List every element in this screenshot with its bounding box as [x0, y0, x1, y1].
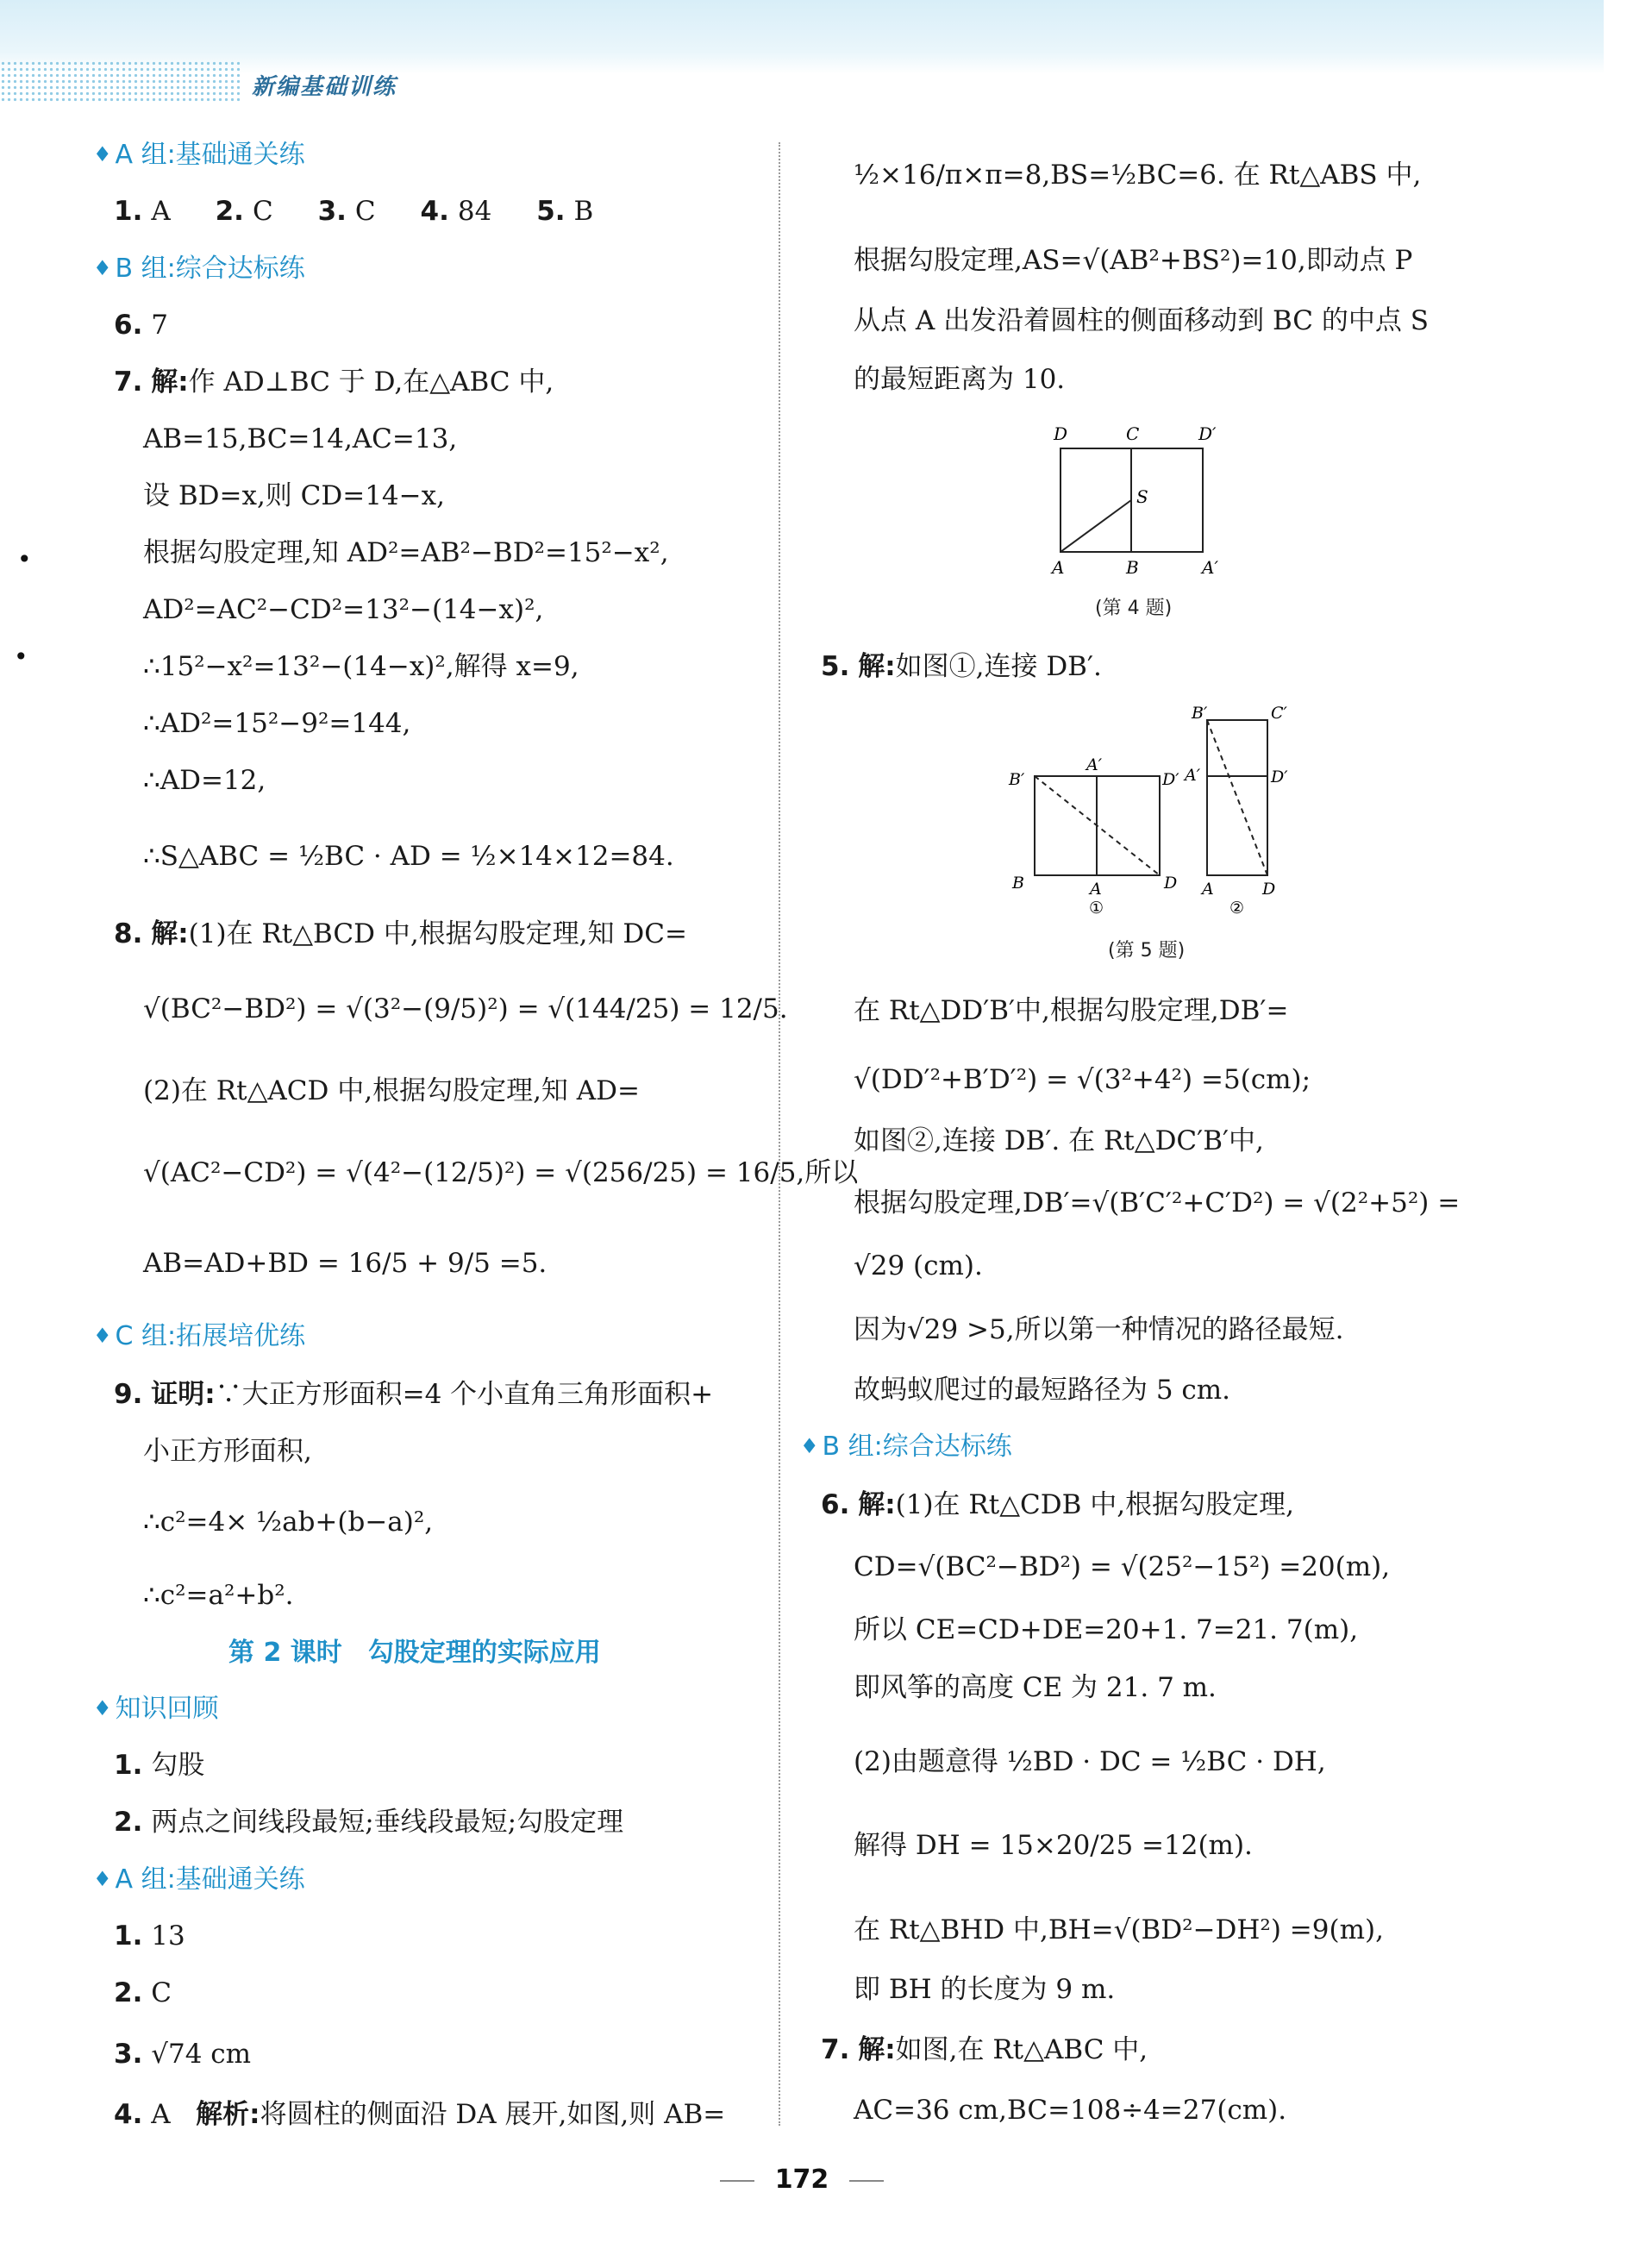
question-6-line-6: 解得 DH = 15×20/25 =12(m).	[854, 1830, 1253, 1861]
fig5-label: B′	[1192, 704, 1208, 723]
fig5-label: A	[1090, 880, 1102, 899]
question-7-line-6: ∴15²−x²=13²−(14−x)²,解得 x=9,	[143, 651, 579, 682]
fig4-label: D′	[1198, 423, 1217, 444]
figure-5	[1000, 703, 1288, 918]
question-7-line-4: 根据勾股定理,知 AD²=AB²−BD²=15²−x²,	[143, 537, 669, 568]
margin-mark: •	[17, 545, 32, 573]
question-7-line-9: ∴S△ABC = ½BC · AD = ½×14×12=84.	[143, 841, 674, 872]
q5-line-7: 因为√29 >5,所以第一种情况的路径最短.	[854, 1314, 1344, 1345]
page-number-dash	[849, 2180, 884, 2182]
a2-item-3: 3. √74 cm	[114, 2039, 252, 2070]
figure-5-caption: (第 5 题)	[1108, 940, 1186, 962]
q4-cont-line-4: 的最短距离为 10.	[854, 364, 1066, 395]
question-6-line-7: 在 Rt△BHD 中,BH=√(BD²−DH²) =9(m),	[854, 1914, 1384, 1945]
fig5-label: ②	[1229, 899, 1245, 918]
fig5-label: ①	[1089, 899, 1104, 918]
diamond-icon: ♦	[93, 1324, 112, 1348]
question-7-line-7: ∴AD²=15²−9²=144,	[143, 708, 411, 739]
question-7-right-line-2: AC=36 cm,BC=108÷4=27(cm).	[854, 2095, 1287, 2126]
q5-line-8: 故蚂蚁爬过的最短路径为 5 cm.	[854, 1375, 1231, 1406]
fig5-label: B′	[1009, 770, 1025, 789]
question-7-line-1: 7. 解:作 AD⊥BC 于 D,在△ABC 中,	[114, 367, 554, 398]
header-title: 新编基础训练	[252, 74, 397, 100]
question-8-line-5: AB=AD+BD = 16/5 + 9/5 =5.	[143, 1248, 547, 1279]
question-6: 6. 7	[114, 310, 168, 341]
question-6-line-2: CD=√(BC²−BD²) = √(25²−15²) =20(m),	[854, 1551, 1391, 1582]
fig5-label: A′	[1185, 766, 1201, 785]
question-7-line-8: ∴AD=12,	[143, 765, 266, 796]
figure-5b-rect	[1207, 720, 1267, 875]
question-8-line-2: √(BC²−BD²) = √(3²−(9/5)²) = √(144/25) = 12/5.	[143, 993, 788, 1024]
question-9-line-1: 9. 证明:∵大正方形面积=4 个小直角三角形面积+	[114, 1379, 714, 1410]
question-7-line-2: AB=15,BC=14,AC=13,	[143, 423, 458, 454]
fig4-label: S	[1136, 486, 1148, 507]
question-9-line-4: ∴c²=a²+b².	[143, 1580, 294, 1611]
a2-item-4: 4. A 解析:将圆柱的侧面沿 DA 展开,如图,则 AB=	[114, 2099, 726, 2130]
fig5-label: D′	[1271, 767, 1288, 786]
fig5-label: D	[1262, 880, 1276, 899]
section-heading-c: ♦ C 组:拓展培优练	[93, 1321, 306, 1351]
fig5-label: A	[1202, 880, 1214, 899]
page-number-dash	[720, 2180, 754, 2182]
q4-cont-line-3: 从点 A 出发沿着圆柱的侧面移动到 BC 的中点 S	[854, 305, 1429, 336]
review-item-2: 2. 两点之间线段最短;垂线段最短;勾股定理	[114, 1807, 624, 1838]
figure-4-caption: (第 4 题)	[1095, 598, 1173, 619]
fig4-label: A	[1052, 557, 1065, 578]
question-6-line-1: 6. 解:(1)在 Rt△CDB 中,根据勾股定理,	[821, 1489, 1294, 1520]
question-5-line-1: 5. 解:如图①,连接 DB′.	[821, 651, 1102, 682]
q5-line-6: √29 (cm).	[854, 1250, 983, 1281]
q5-line-4: 如图②,连接 DB′. 在 Rt△DC′B′中,	[854, 1125, 1264, 1156]
diamond-icon: ♦	[93, 1696, 112, 1720]
q5-line-3: √(DD′²+B′D′²) = √(3²+4²) =5(cm);	[854, 1064, 1311, 1095]
fig5-label: D′	[1162, 770, 1179, 789]
fig5-label: A′	[1086, 755, 1103, 774]
answer-row-a: 1. A 2. C 3. C 4. 84 5. B	[114, 196, 594, 227]
question-6-line-4: 即风筝的高度 CE 为 21. 7 m.	[854, 1672, 1217, 1703]
fig5-label: B	[1012, 874, 1024, 893]
fig4-label: D	[1054, 423, 1068, 444]
q5-line-2: 在 Rt△DD′B′中,根据勾股定理,DB′=	[854, 995, 1289, 1026]
question-7-right-line-1: 7. 解:如图,在 Rt△ABC 中,	[821, 2034, 1148, 2065]
figure-4	[1043, 418, 1216, 591]
question-7-line-3: 设 BD=x,则 CD=14−x,	[143, 480, 445, 511]
question-9-line-3: ∴c²=4× ½ab+(b−a)²,	[143, 1507, 434, 1538]
section-heading-b-right: ♦ B 组:综合达标练	[800, 1432, 1012, 1462]
review-item-1: 1. 勾股	[114, 1750, 205, 1781]
section-heading-b: ♦ B 组:综合达标练	[93, 254, 305, 284]
question-6-line-5: (2)由题意得 ½BD · DC = ½BC · DH,	[854, 1746, 1326, 1777]
q4-cont-line-1: ½×16/π×π=8,BS=½BC=6. 在 Rt△ABS 中,	[854, 160, 1422, 191]
question-9-line-2: 小正方形面积,	[143, 1436, 312, 1467]
header-dot-pattern	[0, 60, 241, 103]
section-heading-a: ♦ A 组:基础通关练	[93, 140, 305, 170]
figure-5b-diagonal	[1207, 720, 1267, 875]
diamond-icon: ♦	[93, 142, 112, 166]
fig5-label: D	[1164, 874, 1178, 893]
figure-4-path-AS	[1061, 500, 1131, 552]
fig4-label: C	[1126, 423, 1140, 444]
q5-line-5: 根据勾股定理,DB′=√(B′C′²+C′D²) = √(2²+5²) =	[854, 1187, 1461, 1219]
question-8-line-3: (2)在 Rt△ACD 中,根据勾股定理,知 AD=	[143, 1075, 640, 1106]
page-number: 172	[0, 2165, 1604, 2195]
section-heading-a2: ♦ A 组:基础通关练	[93, 1864, 305, 1895]
question-6-line-8: 即 BH 的长度为 9 m.	[854, 1974, 1116, 2005]
a2-item-2: 2. C	[114, 1977, 172, 2008]
fig5-label: C′	[1271, 704, 1287, 723]
question-6-line-3: 所以 CE=CD+DE=20+1. 7=21. 7(m),	[854, 1614, 1359, 1645]
section-heading-review: ♦ 知识回顾	[93, 1694, 219, 1724]
fig4-label: B	[1126, 557, 1139, 578]
fig4-label: A′	[1202, 557, 1218, 578]
column-divider	[779, 142, 780, 2126]
diamond-icon: ♦	[93, 1867, 112, 1891]
q4-cont-line-2: 根据勾股定理,AS=√(AB²+BS²)=10,即动点 P	[854, 245, 1413, 276]
question-8-line-1: 8. 解:(1)在 Rt△BCD 中,根据勾股定理,知 DC=	[114, 918, 687, 949]
question-8-line-4: √(AC²−CD²) = √(4²−(12/5)²) = √(256/25) = 16/5,所以	[143, 1157, 859, 1188]
a2-item-1: 1. 13	[114, 1920, 185, 1952]
diamond-icon: ♦	[93, 256, 112, 280]
margin-mark: •	[14, 642, 28, 671]
question-7-line-5: AD²=AC²−CD²=13²−(14−x)²,	[143, 594, 544, 625]
diamond-icon: ♦	[800, 1434, 819, 1458]
lesson-title: 第 2 课时 勾股定理的实际应用	[228, 1638, 601, 1668]
